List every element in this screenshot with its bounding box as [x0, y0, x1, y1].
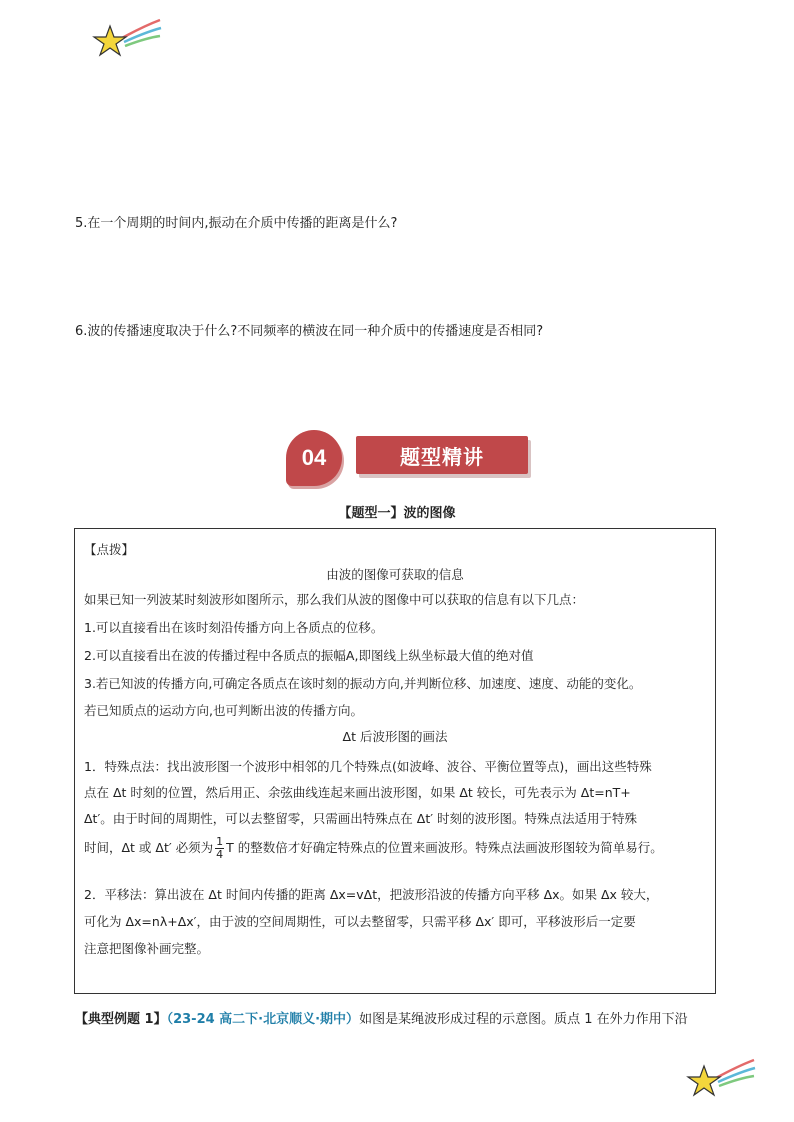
point-1: 1.可以直接看出在该时刻沿传播方向上各质点的位移。 — [84, 620, 384, 635]
method-1-line-4 — [84, 836, 663, 861]
star-decoration-icon — [686, 1056, 756, 1106]
heading-drawing-method: Δt 后波形图的画法 — [342, 729, 448, 744]
example-text: 如图是某绳波形成过程的示意图。质点 1 在外力作用下沿 — [359, 1012, 688, 1027]
example-source: （23-24 高二下·北京顺义·期中） — [166, 1012, 360, 1027]
fraction-numerator: 1 — [216, 835, 224, 848]
heading-wave-info: 由波的图像可获取的信息 — [326, 567, 464, 582]
star-decoration-icon — [92, 16, 162, 66]
section-title-banner: 题型精讲 — [356, 436, 528, 474]
tip-label: 【点拨】 — [84, 542, 135, 557]
example-1 — [75, 1008, 688, 1027]
question-5: 5.在一个周期的时间内,振动在介质中传播的距离是什么? — [75, 216, 398, 231]
section-number-badge: 04 — [286, 430, 342, 486]
quarter-fraction — [215, 836, 224, 861]
intro-text: 如果已知一列波某时刻波形如图所示，那么我们从波的图像中可以获取的信息有以下几点： — [84, 592, 585, 607]
method-2-line-2: 可化为 Δx=nλ+Δx′，由于波的空间周期性，可以去整留零，只需平移 Δx′ 即可，平移波形后一定要 — [84, 914, 636, 929]
point-3-cont: 若已知质点的运动方向,也可判断出波的传播方向。 — [84, 703, 363, 718]
question-6: 6.波的传播速度取决于什么?不同频率的横波在同一种介质中的传播速度是否相同? — [75, 324, 544, 339]
method-2-line-3: 注意把图像补画完整。 — [84, 941, 210, 956]
point-2: 2.可以直接看出在波的传播过程中各质点的振幅A,即图线上纵坐标最大值的绝对值 — [84, 648, 534, 663]
method-1-line-4-end: T 的整数倍才好确定特殊点的位置来画波形。特殊点法画波形图较为简单易行。 — [226, 840, 663, 855]
method-1-line-3: Δt′。由于时间的周期性，可以去整留零，只需画出特殊点在 Δt′ 时刻的波形图。特殊点法适用于特殊 — [84, 811, 638, 826]
type-title: 【题型一】波的图像 — [338, 506, 456, 521]
point-3: 3.若已知波的传播方向,可确定各质点在该时刻的振动方向,并判断位移、加速度、速度、动能的变化。 — [84, 676, 642, 691]
method-1-line-4-start: 时间，Δt 或 Δt′ 必须为 — [84, 840, 214, 855]
example-label: 【典型例题 1】 — [75, 1012, 167, 1027]
method-1-line-1: 1．特殊点法：找出波形图一个波形中相邻的几个特殊点(如波峰、波谷、平衡位置等点)，画出这些特殊 — [84, 759, 652, 774]
method-2-line-1: 2．平移法：算出波在 Δt 时间内传播的距离 Δx=vΔt，把波形沿波的传播方向平移 Δx。如果 Δx 较大， — [84, 887, 659, 902]
method-1-line-2: 点在 Δt 时刻的位置，然后用正、余弦曲线连起来画出波形图，如果 Δt 较长，可先表示为 Δt=nT+ — [84, 785, 631, 800]
fraction-denominator: 4 — [216, 848, 224, 861]
